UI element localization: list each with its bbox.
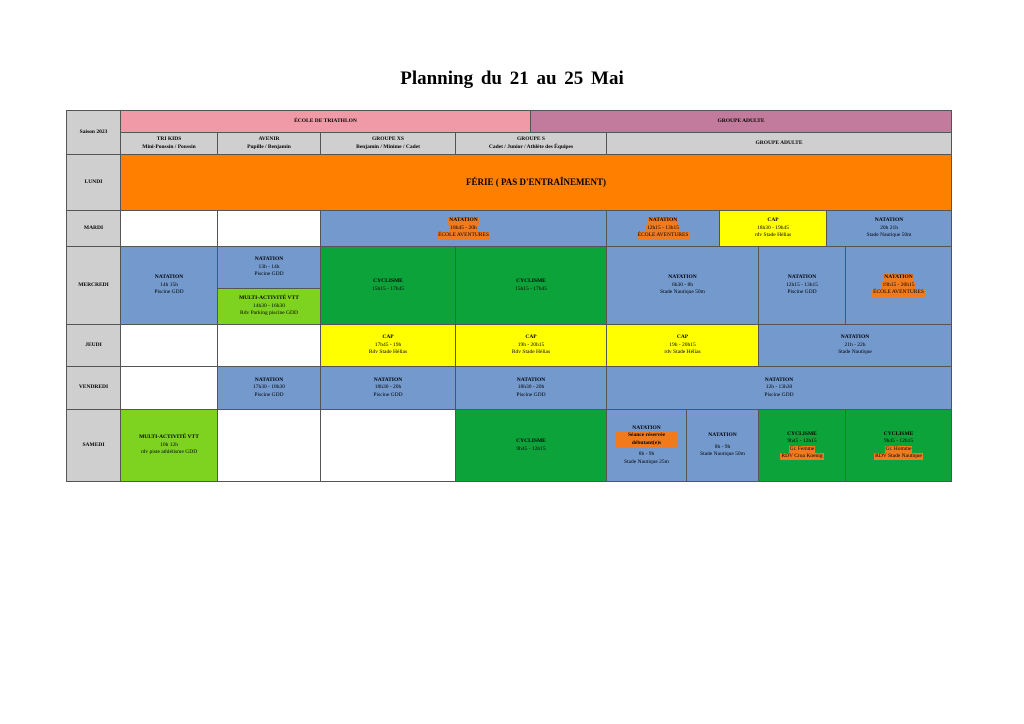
jeudi-trikids-empty xyxy=(120,324,218,367)
vendredi-xs-session: NATATION 18h30 - 20h Piscine GDD xyxy=(320,366,456,410)
mercredi-s-session: CYCLISME 15h15 - 17h45 xyxy=(455,246,607,325)
samedi-s-session: CYCLISME 9h45 - 12h15 xyxy=(455,409,607,482)
mardi-adulte-session-1: NATATION 12h15 - 13h15 ÉCOLE AVENTURES xyxy=(606,210,720,247)
mardi-adulte-session-3: NATATION 20h 21h Stade Nautique 50m xyxy=(826,210,952,247)
mardi-avenir-empty xyxy=(217,210,321,247)
samedi-adulte-session-1: NATATION Séance réservée débutant(e)s 8h - 9h Stade Nautique 25m xyxy=(606,409,687,482)
day-label-samedi: SAMEDI xyxy=(66,409,121,482)
mercredi-adulte-session-1: NATATION 6h30 - 8h Stade Nautique 50m xyxy=(606,246,759,325)
mercredi-xs-session: CYCLISME 15h15 - 17h45 xyxy=(320,246,456,325)
jeudi-s-session: CAP 19h - 20h15 Rdv Stade Hélias xyxy=(455,324,607,367)
mercredi-avenir-natation: NATATION 13h - 14h Piscine GDD xyxy=(217,246,321,289)
col-header-avenir: AVENIR Pupille / Benjamin xyxy=(217,132,321,155)
jeudi-adulte-session-2: NATATION 21h - 22h Stade Nautique xyxy=(758,324,952,367)
mardi-xs-s-session: NATATION 18h45 - 20h ÉCOLE AVENTURES xyxy=(320,210,607,247)
jeudi-avenir-empty xyxy=(217,324,321,367)
vendredi-avenir-session: NATATION 17h30 - 18h30 Piscine GDD xyxy=(217,366,321,410)
mardi-adulte-session-2: CAP 18h30 - 19h45 rdv Stade Hélias xyxy=(719,210,827,247)
day-label-mardi: MARDI xyxy=(66,210,121,247)
samedi-adulte-session-3: CYCLISME 9h45 - 12h15 Gr. Femme RDV Croa Koenig xyxy=(758,409,846,482)
vendredi-s-session: NATATION 18h30 - 20h Piscine GDD xyxy=(455,366,607,410)
mercredi-trikids-session: NATATION 14h 15h Piscine GDD xyxy=(120,246,218,325)
mercredi-adulte-session-2: NATATION 12h15 - 13h15 Piscine GDD xyxy=(758,246,846,325)
day-label-vendredi: VENDREDI xyxy=(66,366,121,410)
samedi-xs-empty xyxy=(320,409,456,482)
mardi-trikids-empty xyxy=(120,210,218,247)
vendredi-trikids-empty xyxy=(120,366,218,410)
day-label-jeudi: JEUDI xyxy=(66,324,121,367)
vendredi-adulte-session: NATATION 12h - 13h30 Piscine GDD xyxy=(606,366,952,410)
jeudi-xs-session: CAP 17h45 - 19h Rdv Stade Hélias xyxy=(320,324,456,367)
col-header-tri-kids: TRI KIDS Mini-Poussin / Poussin xyxy=(120,132,218,155)
groupe-adulte-top-header: GROUPE ADULTE xyxy=(530,110,952,133)
lundi-ferie-cell: FÉRIE ( PAS D'ENTRAÎNEMENT) xyxy=(120,154,952,211)
col-header-groupe-adulte: GROUPE ADULTE xyxy=(606,132,952,155)
day-label-mercredi: MERCREDI xyxy=(66,246,121,325)
samedi-avenir-empty xyxy=(217,409,321,482)
mercredi-avenir-vtt: MULTI-ACTIVITÉ VTT 14h30 - 16h30 Rdv Parking piscine GDD xyxy=(217,288,321,325)
mercredi-adulte-session-3: NATATION 19h15 - 20h15 ÉCOLE AVENTURES xyxy=(845,246,952,325)
samedi-adulte-session-2: NATATION 8h - 9h Stade Nautique 50m xyxy=(686,409,759,482)
col-header-groupe-s: GROUPE S Cadet / Junior / Athlète des Équipes xyxy=(455,132,607,155)
season-label: Saison 2023 xyxy=(66,110,121,155)
samedi-adulte-session-4: CYCLISME 9h45 - 12h15 Gr. Homme RDV Stade Nautique xyxy=(845,409,952,482)
samedi-trikids-session: MULTI-ACTIVITÉ VTT 10h 12h rdv piste athlétisme GDD xyxy=(120,409,218,482)
col-header-groupe-xs: GROUPE XS Benjamin / Minime / Cadet xyxy=(320,132,456,155)
ecole-header: ÉCOLE DE TRIATHLON xyxy=(120,110,531,133)
page-title: Planning du 21 au 25 Mai xyxy=(400,68,624,89)
jeudi-adulte-session-1: CAP 19h - 20h15 rdv Stade Hélias xyxy=(606,324,759,367)
day-label-lundi: LUNDI xyxy=(66,154,121,211)
